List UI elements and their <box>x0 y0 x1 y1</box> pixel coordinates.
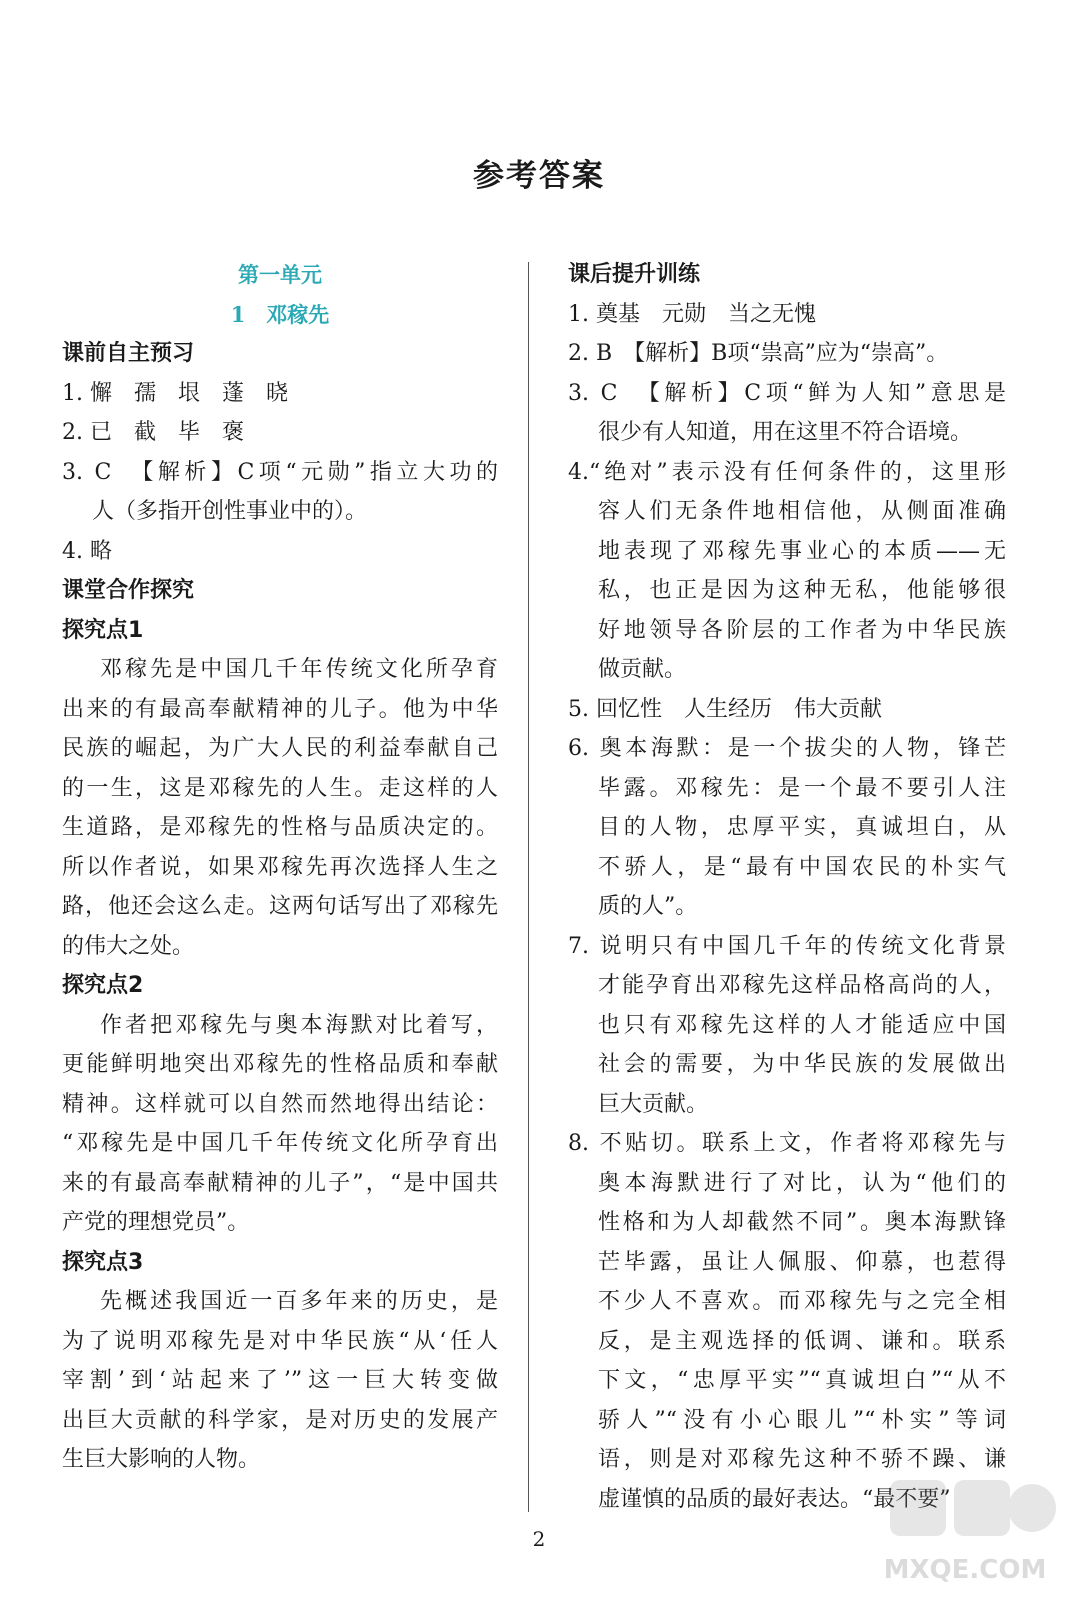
right-column <box>568 255 1006 1519</box>
text-line: 毕露。邓稼先：是一个最不要引人注 <box>598 775 1006 801</box>
section-heading: 课前自主预习 <box>62 341 195 366</box>
text-line: 生巨大影响的人物。 <box>62 1447 261 1472</box>
text-line: 7. 说明只有中国几千年的传统文化背景 <box>568 933 1006 959</box>
text-line: 更能鲜明地突出邓稼先的性格品质和奉献 <box>62 1052 498 1077</box>
text-line: 语，则是对邓稼先这种不骄不躁、谦 <box>598 1447 1006 1472</box>
text-line: 容人们无条件地相信他，从侧面准确 <box>598 499 1006 524</box>
text-line: 巨大贡献。 <box>598 1091 709 1117</box>
section-heading: 课后提升训练 <box>568 262 701 287</box>
unit-heading: 1 邓稼先 <box>230 301 330 327</box>
section-heading: 课堂合作探究 <box>62 578 195 603</box>
column-divider <box>528 262 529 1512</box>
text-line: 很少有人知道，用在这里不符合语境。 <box>598 420 973 445</box>
text-line: 私，也正是因为这种无私，他能够很 <box>598 578 1006 603</box>
text-line: 人（多指开创性事业中的）。 <box>92 499 368 524</box>
text-line: 骄人”“没有小心眼儿”“朴实”等词 <box>598 1407 1006 1433</box>
text-line: 4. 略 <box>62 538 112 564</box>
page-title: 参考答案 <box>473 158 605 194</box>
unit-heading: 第一单元 <box>238 262 322 287</box>
text-line: 下文，“忠厚平实”“真诚坦白”“从不 <box>598 1368 1006 1393</box>
text-line: 芒毕露，虽让人佩服、仰慕，也惹得 <box>598 1249 1006 1275</box>
text-line: 反，是主观选择的低调、谦和。联系 <box>598 1328 1006 1354</box>
text-line: 的一生，这是邓稼先的人生。走这样的人 <box>62 775 498 801</box>
text-line: 做贡献。 <box>598 657 687 682</box>
text-line: 来的有最高奉献精神的儿子”，“是中国共 <box>62 1170 498 1196</box>
text-line: 也只有邓稼先这样的人才能适应中国 <box>598 1012 1006 1038</box>
text-line: 8. 不贴切。联系上文，作者将邓稼先与 <box>568 1131 1006 1156</box>
text-line: 虚谨慎的品质的最好表达。“最不要” <box>598 1486 951 1512</box>
text-line: 5. 回忆性 人生经历 伟大贡献 <box>568 696 882 722</box>
text-line: 性格和为人却截然不同”。奥本海默锋 <box>598 1210 1006 1235</box>
text-line: 宰割’到‘站起来了’”这一巨大转变做 <box>62 1368 498 1393</box>
section-heading: 探究点2 <box>62 973 144 998</box>
watermark-text: MXQE.COM <box>883 1555 1047 1585</box>
text-line: 作者把邓稼先与奥本海默对比着写， <box>100 1012 498 1038</box>
text-line: 产党的理想党员”。 <box>62 1210 250 1235</box>
page-number: 2 <box>532 1527 546 1551</box>
left-column <box>62 255 498 1480</box>
text-line: 1. 懈 孺 垠 蓬 晓 <box>62 380 288 406</box>
text-line: 6. 奥本海默：是一个拔尖的人物，锋芒 <box>568 736 1006 761</box>
text-line: 不少人不喜欢。而邓稼先与之完全相 <box>598 1289 1006 1314</box>
text-line: 民族的崛起，为广大人民的利益奉献自己 <box>62 736 498 761</box>
text-line: 出巨大贡献的科学家，是对历史的发展产 <box>62 1407 498 1433</box>
text-line: 地表现了邓稼先事业心的本质——无 <box>598 538 1006 564</box>
text-line: 才能孕育出邓稼先这样品格高尚的人， <box>598 973 1006 998</box>
text-line: 为了说明邓稼先是对中华民族“从‘任人 <box>62 1328 498 1354</box>
text-line: 所以作者说，如果邓稼先再次选择人生之 <box>62 854 498 880</box>
section-heading: 探究点1 <box>62 617 144 643</box>
text-line: 4.“绝对”表示没有任何条件的，这里形 <box>568 459 1006 485</box>
text-line: 先概述我国近一百多年来的历史，是 <box>100 1289 498 1314</box>
text-line: “邓稼先是中国几千年传统文化所孕育出 <box>62 1131 498 1156</box>
text-line: 1. 奠基 元勋 当之无愧 <box>568 301 816 327</box>
text-line: 奥本海默进行了对比，认为“他们的 <box>598 1170 1006 1196</box>
text-line: 3. C 【解析】C项“鲜为人知”意思是 <box>568 380 1006 406</box>
text-line: 质的人”。 <box>598 894 698 919</box>
watermark-logo <box>870 1470 1060 1590</box>
section-heading: 探究点3 <box>62 1249 144 1275</box>
text-line: 不骄人，是“最有中国农民的朴实气 <box>598 854 1006 880</box>
text-line: 2. B 【解析】B项“祟高”应为“崇高”。 <box>568 341 949 366</box>
text-line: 好地领导各阶层的工作者为中华民族 <box>598 617 1006 643</box>
text-line: 生道路，是邓稼先的性格与品质决定的。 <box>62 815 498 840</box>
text-line: 的伟大之处。 <box>62 933 195 959</box>
text-line: 社会的需要，为中华民族的发展做出 <box>598 1052 1006 1077</box>
text-line: 出来的有最高奉献精神的儿子。他为中华 <box>62 696 498 722</box>
text-line: 路，他还会这么走。这两句话写出了邓稼先 <box>62 894 498 919</box>
text-line: 2. 已 截 毕 褒 <box>62 420 244 445</box>
text-line: 精神。这样就可以自然而然地得出结论： <box>62 1091 498 1117</box>
text-line: 目的人物，忠厚平实，真诚坦白，从 <box>598 815 1006 840</box>
text-line: 邓稼先是中国几千年传统文化所孕育 <box>100 657 498 682</box>
text-line: 3. C 【解析】C项“元勋”指立大功的 <box>62 459 498 485</box>
